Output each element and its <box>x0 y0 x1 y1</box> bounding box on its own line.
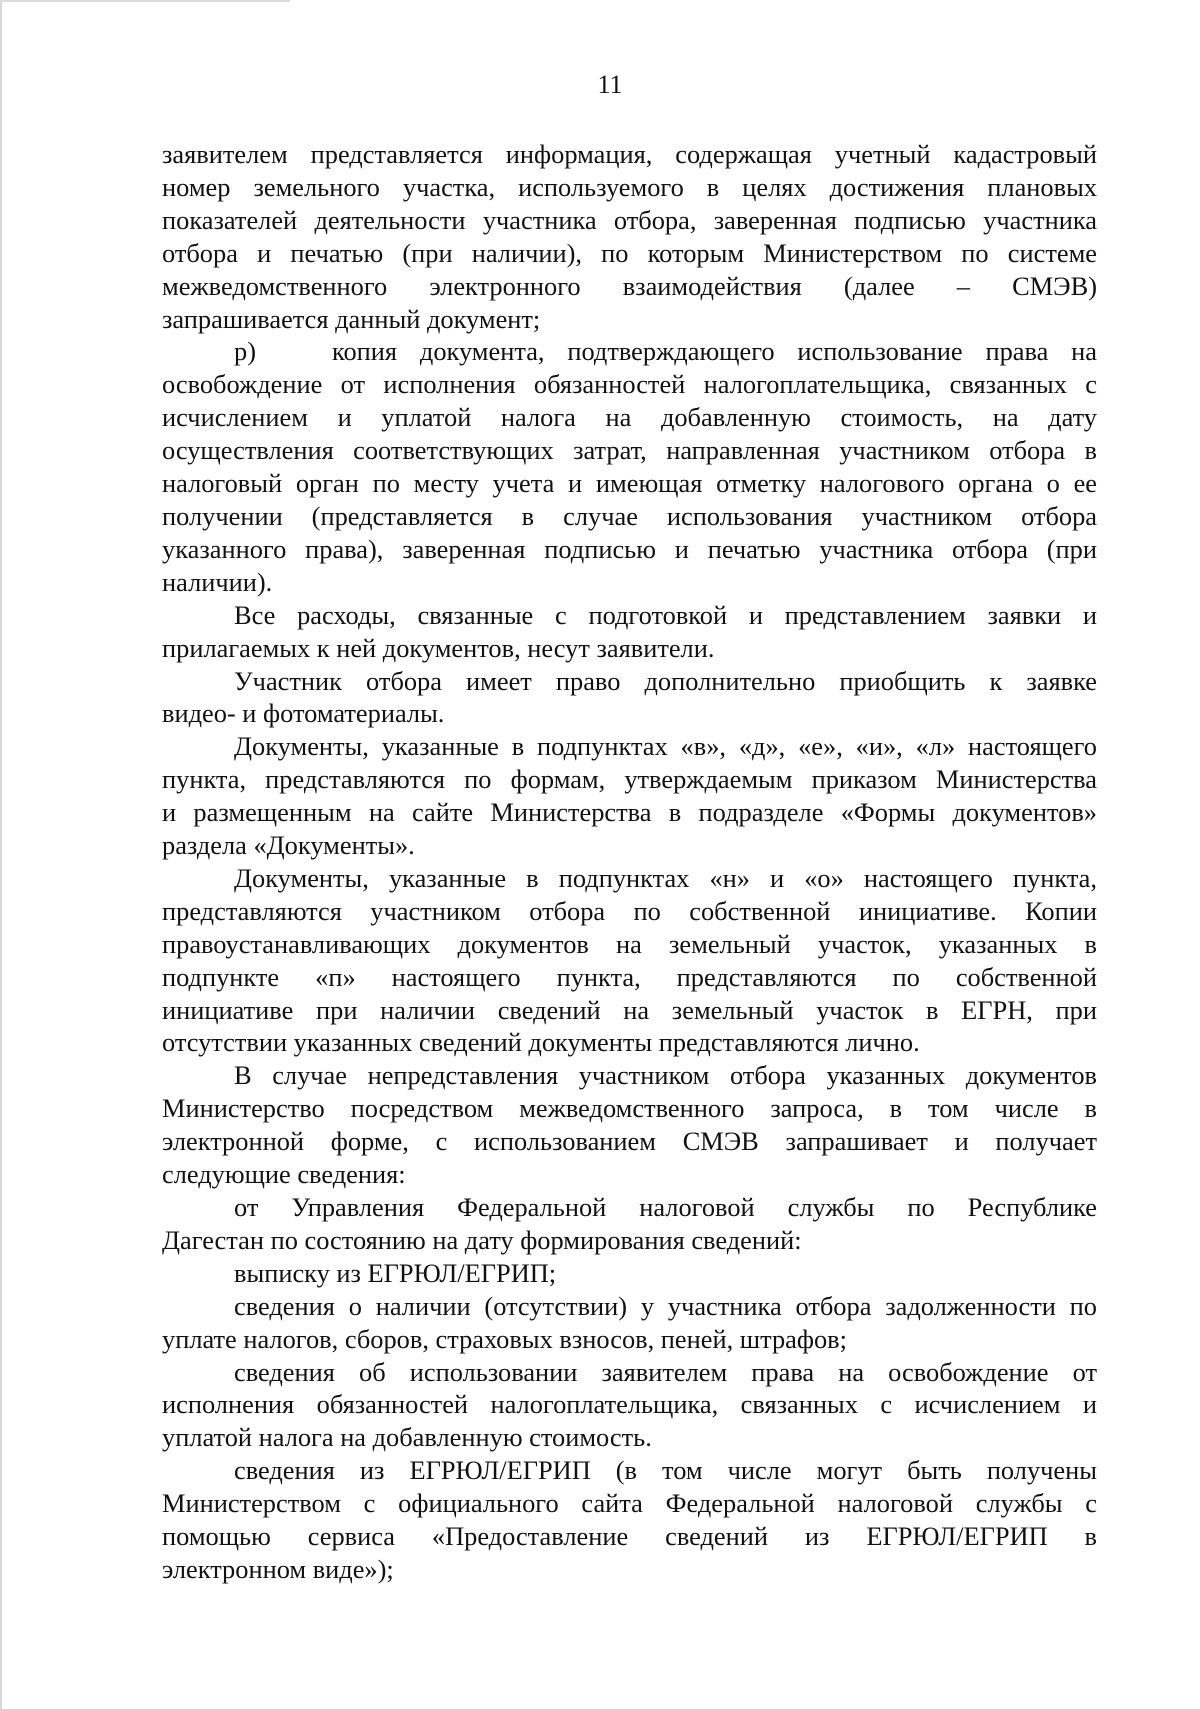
paragraph-debt <box>162 1290 1097 1356</box>
list-marker: р) <box>234 336 256 367</box>
text-line: Все расходы, связанные с подготовкой и представлением заявки и <box>234 599 1097 630</box>
text-line: исчислением и уплатой налога на добавленную стоимость, на дату <box>162 402 1097 433</box>
paragraph-media <box>162 665 1097 731</box>
text-line: прилагаемых к ней документов, несут заявители. <box>162 632 715 663</box>
text-line: видео- и фотоматериалы. <box>162 698 445 729</box>
text-line: наличии). <box>162 566 273 597</box>
text-line: В случае непредставления участником отбора указанных документов <box>234 1060 1097 1091</box>
text-line: запрашивается данный документ; <box>162 303 541 334</box>
text-line: указанного права), заверенная подписью и печатью участника отбора (при <box>162 533 1097 564</box>
page-number: 11 <box>597 70 623 99</box>
text-line: представляются участником отбора по собственной инициативе. Копии <box>162 895 1097 926</box>
text-line: отбора и печатью (при наличии), по которым Министерством по системе <box>162 237 1097 268</box>
text-line: раздела «Документы». <box>162 830 415 861</box>
text-line: подпункте «п» настоящего пункта, представляются по собственной <box>162 961 1097 992</box>
text-line: инициативе при наличии сведений на земельный участок в ЕГРН, при <box>162 994 1097 1025</box>
text-fragment: копия документа, подтверждающего использование права на <box>332 336 1097 367</box>
text-line <box>162 335 1097 368</box>
text-line: исполнения обязанностей налогоплательщика, связанных с исчислением и <box>162 1389 1097 1420</box>
paragraph-tax-service <box>162 1191 1097 1257</box>
paragraph-egrul-info <box>162 1454 1097 1586</box>
text-line: межведомственного электронного взаимодействия (далее – СМЭВ) <box>162 270 1097 301</box>
text-line: и размещенным на сайте Министерства в подразделе «Формы документов» <box>162 797 1097 828</box>
scan-edge-top <box>0 0 290 2</box>
paragraph-forms <box>162 730 1097 862</box>
paragraph-cadastral-info <box>162 138 1097 335</box>
text-line: Участник отбора имеет право дополнительно приобщить к заявке <box>234 665 1097 696</box>
text-line: номер земельного участка, используемого в целях достижения плановых <box>162 171 1097 202</box>
text-line: освобождение от исполнения обязанностей налогоплательщика, связанных с <box>162 369 1097 400</box>
text-line: показателей деятельности участника отбора, заверенная подписью участника <box>162 204 1097 235</box>
paragraph-extract <box>162 1257 1097 1290</box>
text-line: сведения из ЕГРЮЛ/ЕГРИП (в том числе могут быть получены <box>234 1455 1097 1486</box>
text-line: от Управления Федеральной налоговой службы по Республике <box>234 1192 1097 1222</box>
paragraph-own-initiative <box>162 862 1097 1059</box>
text-line: уплате налогов, сборов, страховых взносов, пеней, штрафов; <box>162 1323 847 1354</box>
text-line: правоустанавливающих документов на земельный участок, указанных в <box>162 928 1097 959</box>
text-line: заявителем представляется информация, содержащая учетный кадастровый <box>162 139 1097 169</box>
text-line: Документы, указанные в подпунктах «н» и «о» настоящего пункта, <box>234 862 1097 893</box>
text-line: Дагестан по состоянию на дату формирования сведений: <box>162 1224 802 1255</box>
text-line: получении (представляется в случае использования участником отбора <box>162 500 1097 531</box>
paragraph-vat-exemption <box>162 1356 1097 1455</box>
text-line: налоговый орган по месту учета и имеющая отметку налогового органа о ее <box>162 468 1097 499</box>
text-line: электронной форме, с использованием СМЭВ запрашивает и получает <box>162 1126 1097 1157</box>
text-line: следующие сведения: <box>162 1159 406 1190</box>
text-line: сведения о наличии (отсутствии) у участника отбора задолженности по <box>234 1290 1097 1321</box>
text-line: помощью сервиса «Предоставление сведений из ЕГРЮЛ/ЕГРИП в <box>162 1521 1097 1552</box>
text-line: сведения об использовании заявителем права на освобождение от <box>234 1356 1097 1387</box>
text-line: отсутствии указанных сведений документы представляются лично. <box>162 1027 920 1058</box>
text-line: осуществления соответствующих затрат, направленная участником отбора в <box>162 435 1097 466</box>
text-line: пункта, представляются по формам, утверждаемым приказом Министерства <box>162 764 1097 795</box>
paragraph-expenses <box>162 599 1097 665</box>
scan-edge-left <box>0 0 2 1709</box>
text-line: электронном виде»); <box>162 1553 394 1584</box>
paragraph-interagency-request <box>162 1059 1097 1191</box>
paragraph-item-r <box>162 335 1097 598</box>
text-line: выписку из ЕГРЮЛ/ЕГРИП; <box>234 1257 557 1288</box>
text-line: Министерство посредством межведомственного запроса, в том числе в <box>162 1093 1097 1124</box>
text-line: Министерством с официального сайта Федеральной налоговой службы с <box>162 1488 1097 1519</box>
text-line: уплатой налога на добавленную стоимость. <box>162 1422 652 1453</box>
document-body <box>162 138 1097 1586</box>
text-line: Документы, указанные в подпунктах «в», «д», «е», «и», «л» настоящего <box>234 731 1097 762</box>
